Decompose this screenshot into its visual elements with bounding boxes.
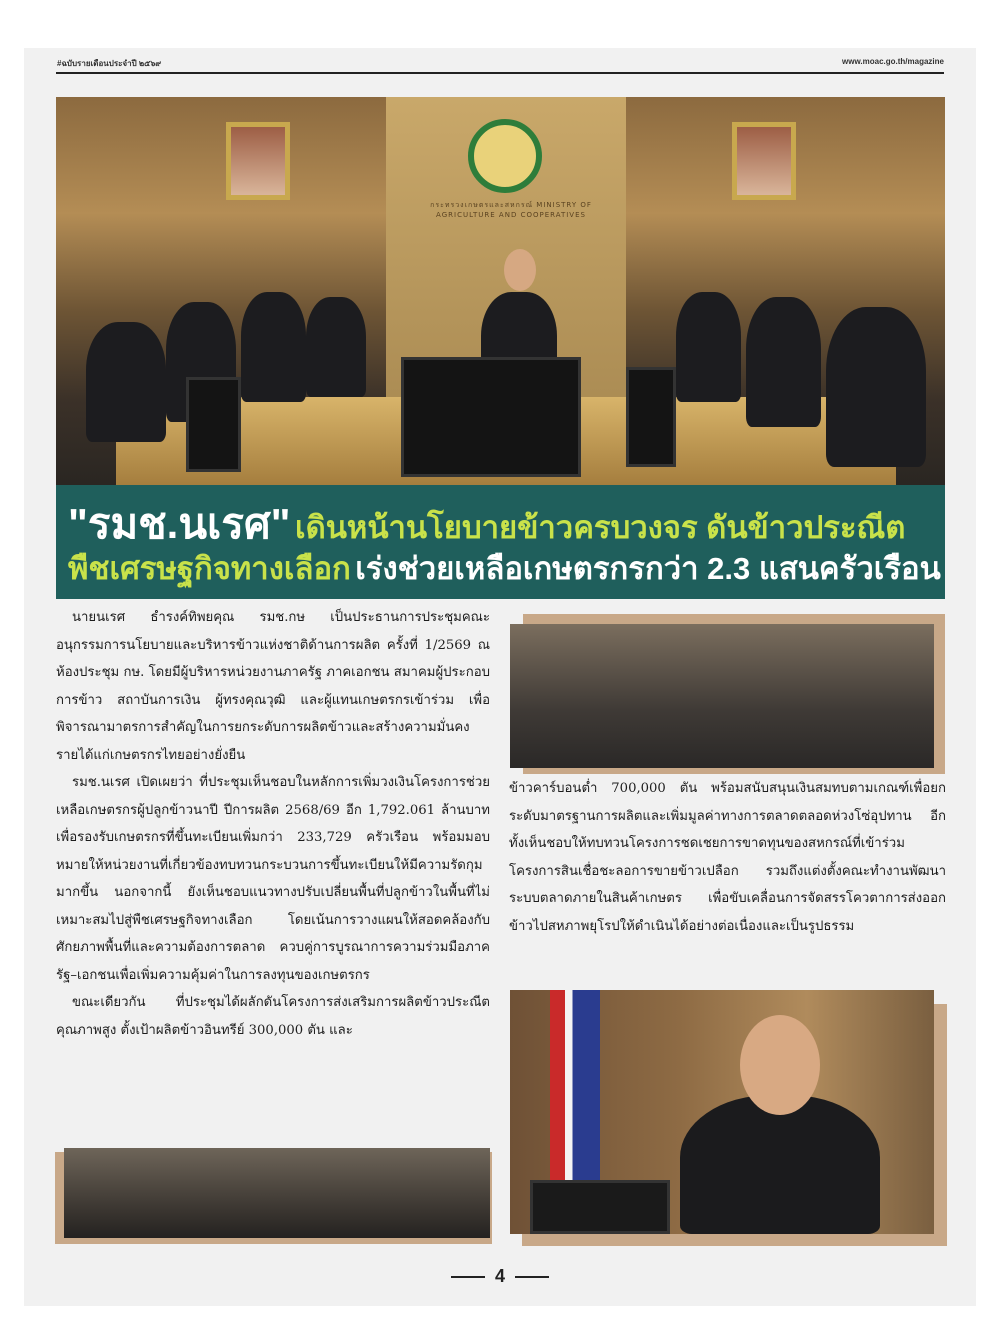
article-paragraph: ขณะเดียวกัน ที่ประชุมได้ผลักดันโครงการส่งเสริมการผลิตข้าวประณีตคุณภาพสูง ตั้งเป้าผลิตข้าวอินทรีย์ 300,000 ตัน และ — [56, 995, 490, 1038]
royal-portrait-left — [226, 122, 290, 200]
footer-dash — [515, 1276, 549, 1278]
ministry-seal-icon — [468, 119, 542, 193]
page-footer — [0, 1266, 1000, 1287]
minister-portrait-photo — [510, 990, 934, 1234]
header-rule — [56, 72, 944, 74]
page-number: 4 — [494, 1266, 505, 1286]
headline-accent: พืชเศรษฐกิจทางเลือก — [68, 551, 351, 586]
meeting-wide-photo — [64, 1148, 490, 1238]
footer-dash — [451, 1276, 485, 1278]
attendee-figure — [241, 292, 306, 402]
article-paragraph: ข้าวคาร์บอนต่ำ 700,000 ตัน พร้อมสนับสนุนเงินสมทบตามเกณฑ์เพื่อยกระดับมาตรฐานการผลิตและเพิ่มมูลค่าทางการตลาดตลอดห่วงโซ่อุปทาน อีกทั้งเห็นชอบให้ทบทวนโครงการชดเชยการขาดทุนของสหกรณ์ที่เข้าร่วมโครงการสินเชื่อชะลอการขายข้าวเปลือก รวมถึงแต่งตั้งคณะทำงานพัฒนาระบบตลาดภายในสินค้าเกษตร เพื่อขับเคลื่อนการจัดสรรโควตาการส่งออกข้าวไปสหภาพยุโรปให้ดำเนินได้อย่างต่อเนื่องและเป็นรูปธรรม — [509, 781, 946, 934]
headline-line1-rest: เดินหน้านโยบายข้าวครบวงจร ดันข้าวประณีต — [294, 510, 906, 545]
article-paragraph: รมช.นเรศ เปิดเผยว่า ที่ประชุมเห็นชอบในหลักการเพิ่มวงเงินโครงการช่วยเหลือเกษตรกรผู้ปลูกข้าวนาปี ปีการผลิต 2568/69 อีก 1,792.061 ล้านบาท เพื่อรองรับเกษตรกรที่ขึ้นทะเบียนเพิ่มกว่า 233,729 ครัวเรือน พร้อมมอบหมายให้หน่วยงานที่เกี่ยวข้องทบทวนกระบวนการขึ้นทะเบียนให้มีความรัดกุมมากขึ้น นอกจากนี้ ยังเห็นชอบแนวทางปรับเปลี่ยนพื้นที่ปลูกข้าวในพื้นที่ไม่เหมาะสมไปสู่พืชเศรษฐกิจทางเลือก โดยเน้นการวางแผนให้สอดคล้องกับศักยภาพพื้นที่และความต้องการตลาด ควบคู่การบูรณาการความร่วมมือภาครัฐ–เอกชนเพื่อเพิ่มความคุ้มค่าในการลงทุนของเกษตรกร — [56, 775, 490, 983]
hero-meeting-photo — [56, 97, 945, 485]
headline-band — [56, 485, 945, 599]
attendee-figure — [676, 292, 741, 402]
headline-strong: "รมช.นเรศ" — [68, 500, 291, 547]
desk-monitor — [530, 1180, 670, 1234]
article-paragraph: นายนเรศ ธำรงค์ทิพยคุณ รมช.กษ เป็นประธานการประชุมคณะอนุกรรมการนโยบายและบริหารข้าวแห่งชาติด้านการผลิต ครั้งที่ 1/2569 ณ ห้องประชุม กษ. โดยมีผู้บริหารหน่วยงานภาครัฐ ภาคเอกชน สมาคมผู้ประกอบการข้าว สถาบันการเงิน ผู้ทรงคุณวุฒิ และผู้แทนเกษตรกรเข้าร่วม เพื่อพิจารณามาตรการสำคัญในการยกระดับการผลิตข้าวและสร้างความมั่นคงรายได้แก่เกษตรกรไทยอย่างยั่งยืน — [56, 610, 490, 763]
attendee-figure — [306, 297, 366, 397]
royal-portrait-right — [732, 122, 796, 200]
thai-flag — [550, 990, 600, 1190]
conference-monitor — [626, 367, 676, 467]
attendee-figure — [746, 297, 821, 427]
hero-sign-text: กระทรวงเกษตรและสหกรณ์ MINISTRY OF AGRICULTURE AND COOPERATIVES — [430, 201, 592, 219]
headline-line2-rest: เร่งช่วยเหลือเกษตรกรกว่า 2.3 แสนครัวเรือน — [355, 551, 941, 586]
minister-figure — [680, 1095, 880, 1234]
conference-monitor — [401, 357, 581, 477]
headline-line-2 — [68, 543, 941, 593]
issue-label: #ฉบับรายเดือนประจำปี ๒๕๖๙ — [57, 59, 162, 68]
conference-monitor — [186, 377, 241, 472]
meeting-room-photo — [510, 624, 934, 768]
minister-head — [740, 1015, 820, 1115]
article-left-column — [56, 604, 490, 1044]
chairman-head — [504, 249, 536, 291]
magazine-url[interactable]: www.moac.go.th/magazine — [842, 57, 944, 66]
article-right-column — [509, 775, 946, 940]
attendee-figure — [86, 322, 166, 442]
attendee-figure — [826, 307, 926, 467]
